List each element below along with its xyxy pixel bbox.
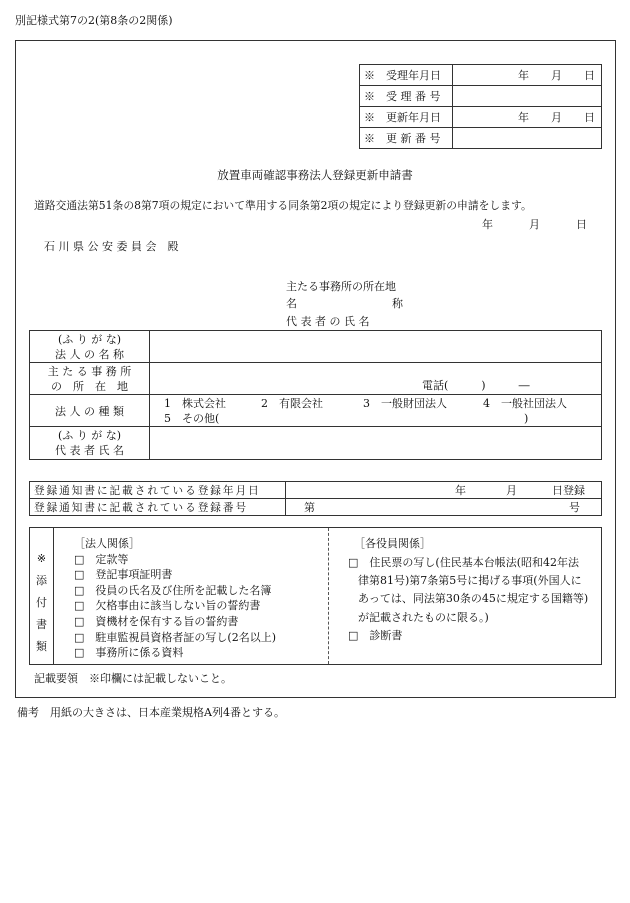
type-option-1[interactable]: 1 株式会社 [164,396,226,410]
rep-name-field[interactable] [150,427,602,460]
corp-doc-item[interactable]: □ 駐車監視員資格者証の写し(2名以上) [74,630,276,644]
officer-doc-item[interactable]: □ 住民票の写し(住民基本台帳法(昭和42年法 [348,555,579,569]
office-row-2-label: ※ 受 理 番 号 [360,86,453,107]
office-location-label: 主たる事務所の所在地 [286,280,396,293]
date-line: 年 月 日 [482,218,587,231]
intro-text: 道路交通法第51条の8第7項の規定において準用する同条第2項の規定により登録更新の申請をします。 [34,199,532,212]
attachments-divider [328,528,329,664]
checkbox[interactable]: □ [74,583,85,597]
corp-docs-section [74,536,276,661]
form-reference: 別記様式第7の2(第8条の2関係) [15,14,173,27]
checkbox[interactable]: □ [74,568,85,582]
corp-docs-header: ［法人関係］ [74,537,140,550]
officer-docs-section: ［各役員関係］ □ 住民票の写し(住民基本台帳法(昭和42年法 律第81号)第7条第5号に掲げる事項(外国人に あっては、同法第30条の45に規定する国籍等) が記載されたものに限る。) □ 診断書 [348,536,588,646]
checkbox[interactable]: □ [74,599,85,613]
corp-doc-item[interactable]: □ 資機材を保有する旨の誓約書 [74,614,239,628]
attachments-box [29,527,602,665]
corp-name-label-cell: (ふ り が な) 法 人 の 名 称 [30,331,150,363]
type-option-4[interactable]: 4 一般社団法人 [483,396,567,410]
checkbox[interactable]: □ [74,630,85,644]
office-row-3-label: ※ 更新年月日 [360,107,453,128]
checkbox[interactable]: □ [348,555,359,569]
registration-table [29,481,602,516]
representative-label: 代 表 者 の 氏 名 [286,315,370,328]
officer-doc-item[interactable]: □ 診断書 [348,629,403,643]
phone-label: 電話( ) ― [422,379,530,392]
type-option-3[interactable]: 3 一般財団法人 [363,396,447,410]
checkbox[interactable]: □ [74,646,85,660]
office-row-3-value: 年 月 日 [453,107,602,128]
type-option-5[interactable]: 5 その他( [164,411,220,425]
addressee: 石 川 県 公 安 委 員 会 殿 [44,240,179,253]
checkbox[interactable]: □ [74,614,85,628]
corp-name-field[interactable] [150,331,602,363]
corporation-info-table [29,330,602,460]
office-address-label-cell: 主 た る 事 務 所 の 所 在 地 [30,363,150,395]
corp-type-options[interactable]: 1 株式会社 2 有限会社 3 一般財団法人 4 一般社団法人 5 その他( ) [150,395,602,427]
reg-date-field[interactable]: 年 月 日登録 [286,482,602,499]
corp-type-label: 法 人 の 種 類 [30,395,150,427]
office-row-1-value: 年 月 日 [453,65,602,86]
office-row-2-value [453,86,602,107]
attachments-side-label: ※ 添 付 書 類 [30,528,54,664]
reg-number-label: 登録通知書に記載されている登録番号 [30,499,286,516]
name-label: 名 称 [286,297,403,310]
type-option-2[interactable]: 2 有限会社 [261,396,323,410]
remarks: 備考 用紙の大きさは、日本産業規格A列4番とする。 [17,706,285,719]
corp-doc-item[interactable]: □ 定款等 [74,552,129,566]
rep-name-label-cell: (ふ り が な) 代 表 者 氏 名 [30,427,150,460]
corp-doc-item[interactable]: □ 欠格事由に該当しない旨の誓約書 [74,599,261,613]
officer-docs-header: ［各役員関係］ [354,537,431,550]
office-use-box [359,64,602,149]
reg-number-field[interactable]: 第 号 [286,499,602,516]
office-row-1-label: ※ 受理年月日 [360,65,453,86]
corp-doc-item[interactable]: □ 役員の氏名及び住所を記載した名簿 [74,583,272,597]
document-title: 放置車両確認事務法人登録更新申請書 [217,168,413,182]
checkbox[interactable]: □ [348,629,359,643]
corp-doc-item[interactable]: □ 登記事項証明書 [74,568,173,582]
office-row-4-value [453,128,602,149]
checkbox[interactable]: □ [74,552,85,566]
reg-date-label: 登録通知書に記載されている登録年月日 [30,482,286,499]
office-row-4-label: ※ 更 新 番 号 [360,128,453,149]
form-notes: 記載要領 ※印欄には記載しないこと。 [34,672,232,685]
office-address-field[interactable] [150,363,602,395]
corp-doc-item[interactable]: □ 事務所に係る資料 [74,646,184,660]
